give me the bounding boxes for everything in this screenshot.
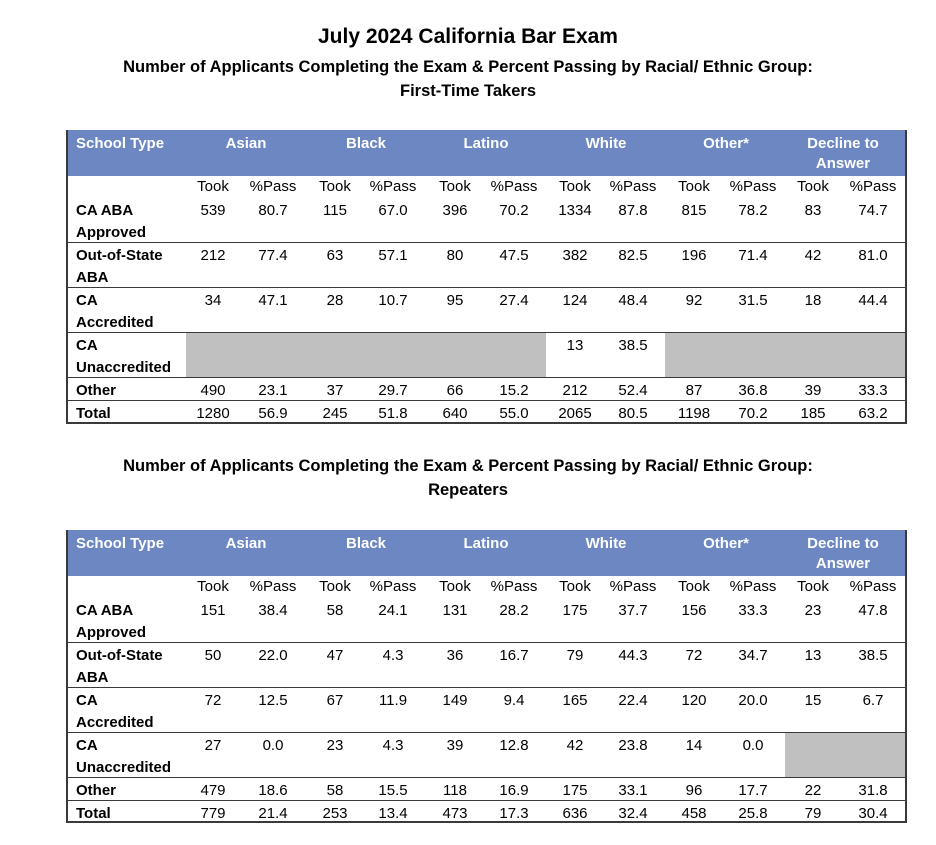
took-column-header: Took (559, 578, 591, 595)
took-cell: 640 (442, 405, 468, 422)
pass-column-header: %Pass (249, 578, 297, 595)
pass-cell: 29.7 (378, 382, 408, 399)
took-cell: 479 (200, 782, 226, 799)
pass-cell: 15.5 (378, 782, 408, 799)
took-cell: 212 (200, 247, 226, 264)
took-cell: 124 (562, 292, 588, 309)
took-cell: 23 (804, 602, 822, 619)
group-header: Other* (703, 535, 749, 552)
pass-column-header: %Pass (490, 178, 538, 195)
took-cell: 382 (562, 247, 588, 264)
row-label-line1: CA (76, 692, 98, 709)
table-row (68, 777, 905, 801)
repeaters-subtitle-group: Repeaters (428, 481, 508, 499)
first-time-subtitle-group: First-Time Takers (399, 82, 537, 100)
pass-cell: 47.1 (258, 292, 288, 309)
took-cell: 131 (442, 602, 468, 619)
took-cell: 58 (326, 782, 344, 799)
group-header: Other* (703, 135, 749, 152)
row-label (76, 245, 163, 289)
pass-cell: 52.4 (618, 382, 648, 399)
took-cell: 149 (442, 692, 468, 709)
pass-column-header: %Pass (729, 178, 777, 195)
pass-cell: 80.7 (258, 202, 288, 219)
pass-cell: 34.7 (738, 647, 768, 664)
shaded-empty-cell (186, 333, 546, 378)
pass-cell: 0.0 (262, 737, 284, 754)
pass-cell: 15.2 (499, 382, 529, 399)
took-cell: 50 (204, 647, 222, 664)
group-header: White (585, 135, 627, 152)
row-label (76, 600, 146, 644)
group-header: Asian (225, 535, 267, 552)
pass-column-header: %Pass (490, 578, 538, 595)
pass-cell: 36.8 (738, 382, 768, 399)
took-cell: 245 (322, 405, 348, 422)
row-label-line2: Accredited (76, 714, 154, 731)
row-label-line2: ABA (76, 269, 109, 286)
decline-header: Decline to (807, 535, 879, 552)
pass-cell: 30.4 (858, 805, 888, 822)
took-cell: 39 (804, 382, 822, 399)
took-cell: 165 (562, 692, 588, 709)
pass-cell: 16.9 (499, 782, 529, 799)
pass-cell: 25.8 (738, 805, 768, 822)
pass-cell: 13.4 (378, 805, 408, 822)
school-type-header: School Type (76, 135, 165, 152)
pass-column-header: %Pass (369, 578, 417, 595)
row-label-line2: Unaccredited (76, 359, 172, 376)
pass-cell: 11.9 (378, 692, 408, 709)
pass-cell: 31.5 (738, 292, 768, 309)
pass-cell: 81.0 (858, 247, 888, 264)
took-cell: 473 (442, 805, 468, 822)
took-column-header: Took (797, 578, 829, 595)
pass-cell: 57.1 (378, 247, 408, 264)
row-label-line2: Approved (76, 624, 147, 641)
group-header: Latino (463, 535, 509, 552)
row-label (76, 645, 163, 689)
took-column-header: Took (678, 578, 710, 595)
took-cell: 2065 (558, 405, 592, 422)
pass-cell: 10.7 (378, 292, 408, 309)
took-cell: 58 (326, 602, 344, 619)
pass-cell: 74.7 (858, 202, 888, 219)
took-cell: 175 (562, 602, 588, 619)
shaded-empty-cell (665, 333, 905, 378)
took-cell: 151 (200, 602, 226, 619)
took-cell: 1280 (196, 405, 230, 422)
took-cell: 185 (800, 405, 826, 422)
first-time-subtitle: Number of Applicants Completing the Exam & Percent Passing by Racial/ Ethnic Group: (123, 58, 813, 76)
row-label-line1: Total (76, 405, 111, 422)
took-cell: 115 (323, 202, 347, 219)
row-label (76, 403, 111, 425)
row-label (76, 200, 146, 244)
row-label (76, 335, 171, 379)
school-type-header: School Type (76, 535, 165, 552)
took-cell: 79 (566, 647, 584, 664)
pass-cell: 17.7 (738, 782, 768, 799)
took-cell: 95 (446, 292, 464, 309)
took-cell: 96 (685, 782, 703, 799)
shaded-empty-cell (785, 733, 905, 778)
row-label-line1: Out-of-State (76, 647, 163, 664)
row-label-line1: CA (76, 337, 98, 354)
took-cell: 47 (326, 647, 344, 664)
took-cell: 36 (446, 647, 464, 664)
repeaters-subtitle: Number of Applicants Completing the Exam & Percent Passing by Racial/ Ethnic Group: (123, 457, 813, 475)
pass-cell: 24.1 (378, 602, 408, 619)
pass-cell: 38.5 (858, 647, 888, 664)
took-cell: 15 (804, 692, 822, 709)
row-label-line1: CA (76, 292, 98, 309)
took-cell: 42 (566, 737, 584, 754)
pass-column-header: %Pass (369, 178, 417, 195)
took-column-header: Took (559, 178, 591, 195)
took-cell: 92 (685, 292, 703, 309)
pass-cell: 16.7 (499, 647, 529, 664)
group-header: Asian (225, 135, 267, 152)
pass-cell: 12.5 (258, 692, 288, 709)
decline-header: Decline to (807, 135, 879, 152)
page-title: July 2024 California Bar Exam (318, 25, 618, 48)
pass-cell: 33.3 (858, 382, 888, 399)
pass-cell: 56.9 (258, 405, 288, 422)
group-header: Black (345, 535, 387, 552)
pass-cell: 22.0 (258, 647, 288, 664)
pass-cell: 44.3 (618, 647, 648, 664)
pass-cell: 47.5 (499, 247, 529, 264)
took-cell: 39 (446, 737, 464, 754)
pass-cell: 71.4 (738, 247, 768, 264)
row-label (76, 780, 116, 802)
took-cell: 34 (204, 292, 222, 309)
pass-cell: 32.4 (618, 805, 648, 822)
row-label (76, 735, 171, 779)
pass-column-header: %Pass (609, 178, 657, 195)
pass-cell: 33.3 (738, 602, 768, 619)
table-row (68, 598, 905, 642)
pass-cell: 80.5 (618, 405, 648, 422)
took-cell: 1198 (677, 405, 711, 422)
row-label-line1: CA ABA (76, 202, 134, 219)
pass-cell: 22.4 (618, 692, 648, 709)
took-cell: 18 (804, 292, 822, 309)
took-column-header: Took (439, 178, 471, 195)
column-subheader (68, 576, 905, 598)
took-cell: 1334 (558, 202, 592, 219)
pass-column-header: %Pass (249, 178, 297, 195)
took-cell: 196 (681, 247, 707, 264)
took-cell: 212 (562, 382, 588, 399)
row-label (76, 380, 116, 402)
row-label-line2: Accredited (76, 314, 154, 331)
took-cell: 14 (685, 737, 703, 754)
took-cell: 13 (566, 337, 584, 354)
pass-cell: 44.4 (858, 292, 888, 309)
row-label-line1: Total (76, 805, 111, 822)
pass-cell: 51.8 (378, 405, 408, 422)
took-cell: 42 (804, 247, 822, 264)
group-header: White (585, 535, 627, 552)
table-row (68, 377, 905, 401)
took-column-header: Took (439, 578, 471, 595)
row-label-line1: Other (76, 382, 117, 399)
pass-cell: 27.4 (499, 292, 529, 309)
took-cell: 253 (322, 805, 348, 822)
pass-cell: 38.5 (618, 337, 648, 354)
pass-column-header: %Pass (849, 178, 897, 195)
decline-header-line2: Answer (815, 555, 871, 572)
pass-cell: 33.1 (618, 782, 648, 799)
took-cell: 636 (562, 805, 588, 822)
row-label (76, 690, 154, 734)
took-cell: 87 (685, 382, 703, 399)
row-label (76, 290, 154, 334)
table-row (68, 287, 905, 333)
pass-cell: 21.4 (258, 805, 288, 822)
row-label-line1: Other (76, 782, 117, 799)
took-column-header: Took (678, 178, 710, 195)
pass-cell: 63.2 (858, 405, 888, 422)
pass-cell: 87.8 (618, 202, 648, 219)
took-cell: 458 (681, 805, 707, 822)
pass-cell: 77.4 (258, 247, 288, 264)
took-cell: 13 (804, 647, 822, 664)
row-label-line1: CA (76, 737, 98, 754)
pass-cell: 55.0 (499, 405, 529, 422)
took-cell: 23 (326, 737, 344, 754)
took-column-header: Took (797, 178, 829, 195)
took-cell: 27 (204, 737, 222, 754)
table-row (68, 732, 905, 778)
row-label-line2: Unaccredited (76, 759, 172, 776)
took-cell: 63 (326, 247, 344, 264)
took-cell: 175 (562, 782, 588, 799)
pass-column-header: %Pass (849, 578, 897, 595)
took-cell: 72 (685, 647, 703, 664)
took-cell: 118 (443, 782, 467, 799)
pass-cell: 9.4 (503, 692, 525, 709)
took-cell: 396 (442, 202, 468, 219)
table-header (68, 530, 905, 576)
pass-cell: 0.0 (742, 737, 764, 754)
pass-cell: 70.2 (499, 202, 529, 219)
pass-cell: 28.2 (499, 602, 529, 619)
table-row (68, 642, 905, 688)
row-label-line1: CA ABA (76, 602, 134, 619)
took-column-header: Took (319, 178, 351, 195)
pass-cell: 37.7 (618, 602, 648, 619)
pass-cell: 38.4 (258, 602, 288, 619)
table-row (68, 400, 905, 423)
decline-header-line2: Answer (815, 155, 871, 172)
took-cell: 779 (200, 805, 226, 822)
pass-cell: 47.8 (858, 602, 888, 619)
took-cell: 120 (681, 692, 707, 709)
took-cell: 72 (204, 692, 222, 709)
took-cell: 37 (326, 382, 344, 399)
took-cell: 66 (446, 382, 464, 399)
took-column-header: Took (197, 578, 229, 595)
pass-cell: 18.6 (258, 782, 288, 799)
pass-cell: 31.8 (858, 782, 888, 799)
group-header: Black (345, 135, 387, 152)
pass-cell: 4.3 (382, 647, 404, 664)
took-cell: 79 (804, 805, 822, 822)
table-row (68, 800, 905, 823)
took-cell: 83 (804, 202, 822, 219)
pass-cell: 4.3 (382, 737, 404, 754)
pass-cell: 78.2 (738, 202, 768, 219)
took-cell: 22 (804, 782, 822, 799)
repeaters-table (66, 530, 907, 823)
pass-cell: 17.3 (499, 805, 529, 822)
pass-cell: 67.0 (378, 202, 408, 219)
row-label-line1: Out-of-State (76, 247, 163, 264)
table-row (68, 332, 905, 378)
table-row (68, 687, 905, 733)
pass-cell: 20.0 (738, 692, 768, 709)
row-label-line2: ABA (76, 669, 109, 686)
took-cell: 490 (200, 382, 226, 399)
table-row (68, 242, 905, 288)
took-cell: 815 (681, 202, 707, 219)
row-label (76, 803, 111, 825)
took-cell: 156 (681, 602, 707, 619)
took-cell: 80 (446, 247, 464, 264)
pass-cell: 12.8 (499, 737, 529, 754)
pass-cell: 48.4 (618, 292, 648, 309)
pass-cell: 23.8 (618, 737, 648, 754)
took-cell: 539 (200, 202, 226, 219)
pass-cell: 70.2 (738, 405, 768, 422)
table-header (68, 130, 905, 176)
took-cell: 67 (326, 692, 344, 709)
group-header: Latino (463, 135, 509, 152)
took-column-header: Took (319, 578, 351, 595)
pass-column-header: %Pass (729, 578, 777, 595)
table-row (68, 198, 905, 242)
pass-cell: 82.5 (618, 247, 648, 264)
row-label-line2: Approved (76, 224, 147, 241)
pass-cell: 23.1 (258, 382, 288, 399)
column-subheader (68, 176, 905, 198)
pass-cell: 6.7 (862, 692, 884, 709)
pass-column-header: %Pass (609, 578, 657, 595)
first-time-takers-table (66, 130, 907, 424)
took-cell: 28 (326, 292, 344, 309)
took-column-header: Took (197, 178, 229, 195)
